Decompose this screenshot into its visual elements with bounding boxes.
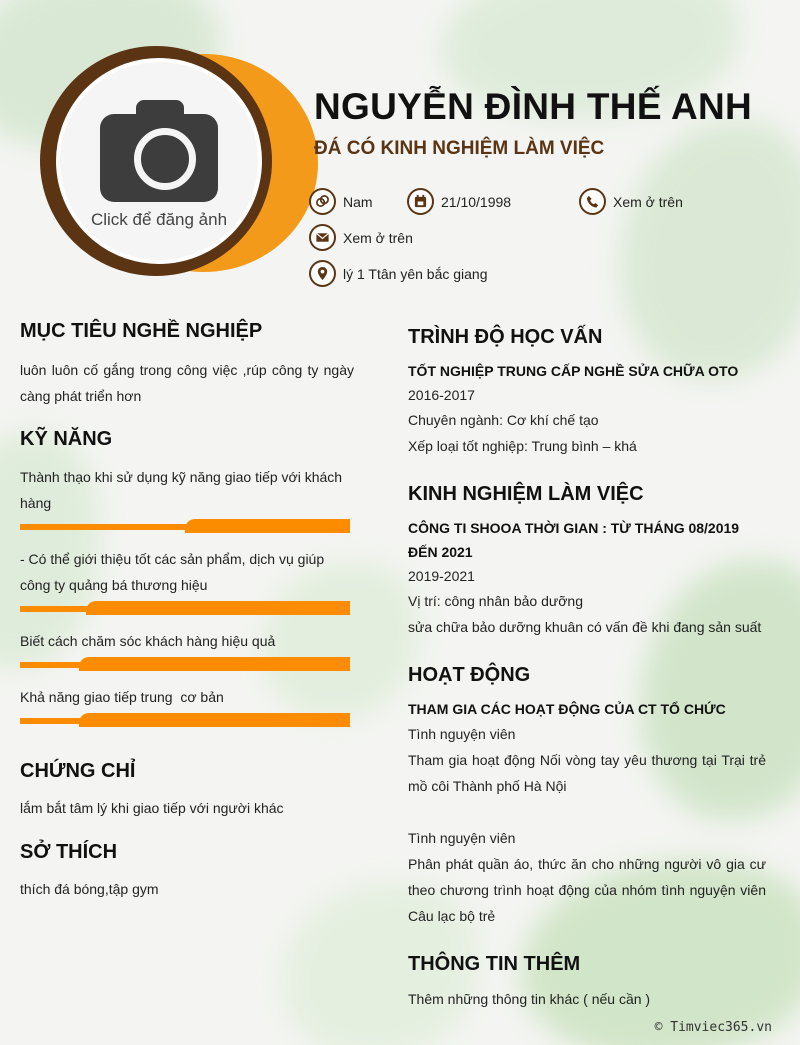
hobbies-heading: SỞ THÍCH xyxy=(20,841,118,863)
skill-item: Biết cách chăm sóc khách hàng hiệu quả xyxy=(20,633,276,649)
education-heading: TRÌNH ĐỘ HỌC VẤN xyxy=(408,326,603,348)
gender-value: Nam xyxy=(343,193,373,210)
activities-org: THAM GIA CÁC HOẠT ĐỘNG CỦA CT TỔ CHỨC xyxy=(408,701,726,717)
birthday-info xyxy=(407,188,511,215)
education-period: 2016-2017 xyxy=(408,387,475,403)
skills-heading: KỸ NĂNG xyxy=(20,428,113,450)
footer-copyright: © Timviec365.vn xyxy=(654,1020,772,1035)
objective-text: luôn luôn cố gắng trong công việc ,rúp công ty ngày càng phát triển hơn xyxy=(20,362,354,404)
phone-info xyxy=(579,188,683,215)
address-info xyxy=(309,260,488,287)
email-info xyxy=(309,224,413,251)
gender-info xyxy=(309,188,373,215)
envelope-icon xyxy=(309,224,336,251)
skill-level-bar xyxy=(20,713,350,727)
activity-role: Tình nguyện viên xyxy=(408,726,516,742)
skill-level-fill xyxy=(79,657,350,671)
skill-item: - Có thể giới thiệu tốt các sản phẩm, dịch vụ giúp công ty quảng bá thương hiệu xyxy=(20,551,325,593)
email-value: Xem ở trên xyxy=(343,229,413,246)
experience-heading: KINH NGHIỆM LÀM VIỆC xyxy=(408,483,644,505)
activity-description: Phân phát quần áo, thức ăn cho những người vô gia cư theo chương trình hoạt động của nhóm tình nguyện viên Câu lạc bộ trẻ xyxy=(408,856,766,924)
additional-info-heading: THÔNG TIN THÊM xyxy=(408,953,581,975)
education-school: TỐT NGHIỆP TRUNG CẤP NGHỀ SỬA CHỮA OTO xyxy=(408,363,739,379)
skill-item: Thành thạo khi sử dụng kỹ năng giao tiếp với khách hàng xyxy=(20,469,343,511)
objective-heading: MỤC TIÊU NGHỀ NGHIỆP xyxy=(20,320,263,342)
certificates-text: lắm bắt tâm lý khi giao tiếp với người khác xyxy=(20,800,284,816)
avatar[interactable] xyxy=(40,46,290,276)
experience-description: sửa chữa bảo dưỡng khuân có vấn đề khi đang sản suất xyxy=(408,619,762,635)
birthday-value: 21/10/1998 xyxy=(441,193,512,210)
phone-icon xyxy=(579,188,606,215)
skill-item: Khả năng giao tiếp trung cơ bản xyxy=(20,689,224,705)
certificates-heading: CHỨNG CHỈ xyxy=(20,760,136,782)
location-pin-icon xyxy=(309,260,336,287)
education-major: Chuyên ngành: Cơ khí chế tạo xyxy=(408,412,599,428)
additional-info-text: Thêm những thông tin khác ( nếu cần ) xyxy=(408,991,651,1007)
skill-level-bar xyxy=(20,657,350,671)
experience-role: Vị trí: công nhân bảo dưỡng xyxy=(408,593,583,609)
candidate-name: NGUYỄN ĐÌNH THẾ ANH xyxy=(314,86,753,127)
desired-position: ĐÁ CÓ KINH NGHIỆM LÀM VIỆC xyxy=(314,138,605,159)
avatar-upload[interactable] xyxy=(56,58,262,264)
skill-level-fill xyxy=(86,601,350,615)
experience-company: CÔNG TI SHOOA THỜI GIAN : TỪ THÁNG 08/2019 ĐẾN 2021 xyxy=(408,520,740,560)
phone-value: Xem ở trên xyxy=(613,193,683,210)
hobbies-text: thích đá bóng,tập gym xyxy=(20,881,159,897)
avatar-upload-label: Click để đăng ảnh xyxy=(90,210,228,229)
skill-level-bar xyxy=(20,519,350,533)
experience-period: 2019-2021 xyxy=(408,568,475,584)
calendar-icon xyxy=(407,188,434,215)
skill-level-fill xyxy=(185,519,350,533)
gender-icon xyxy=(309,188,336,215)
activity-description: Tham gia hoạt động Nối vòng tay yêu thương tại Trại trẻ mồ côi Thành phố Hà Nội xyxy=(408,752,766,794)
skill-level-bar xyxy=(20,601,350,615)
activities-heading: HOẠT ĐỘNG xyxy=(408,664,531,686)
education-grade: Xếp loại tốt nghiệp: Trung bình – khá xyxy=(408,438,637,454)
activity-role: Tình nguyện viên xyxy=(408,830,516,846)
camera-icon xyxy=(100,100,218,202)
skill-level-fill xyxy=(79,713,350,727)
address-value: lý 1 Ttân yên bắc giang xyxy=(343,265,488,282)
